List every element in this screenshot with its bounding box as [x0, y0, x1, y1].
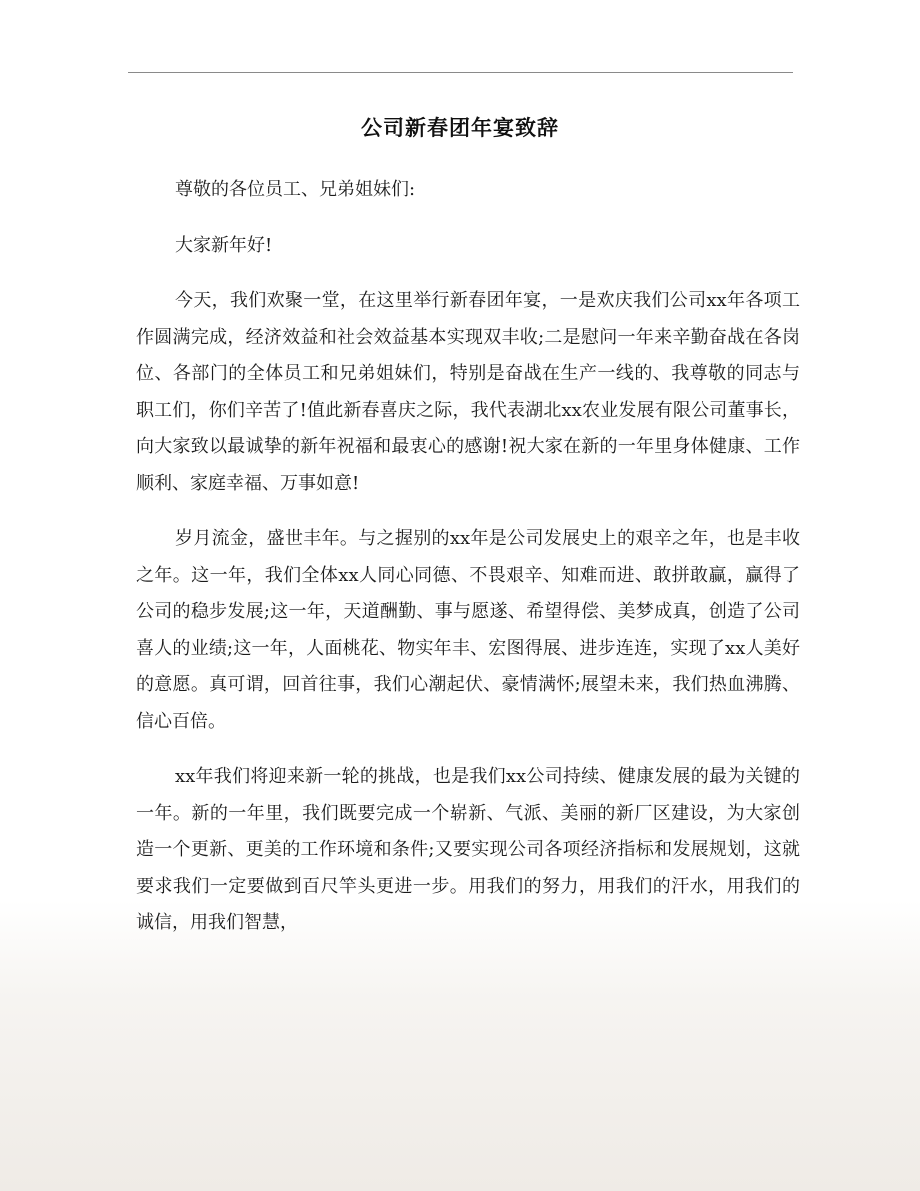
paragraph-1: 今天，我们欢聚一堂，在这里举行新春团年宴，一是欢庆我们公司xx年各项工作圆满完成，经济效益和社会效益基本实现双丰收;二是慰问一年来辛勤奋战在各岗位、各部门的全体员工和兄弟姐妹们，特别是奋战在生产一线的、我尊敬的同志与职工们，你们辛苦了!值此新春喜庆之际，我代表湖北xx农业发展有限公司董事长，向大家致以最诚挚的新年祝福和最衷心的感谢!祝大家在新的一年里身体健康、工作顺利、家庭幸福、万事如意! — [136, 290, 800, 494]
header-rule — [128, 72, 793, 73]
document-title: 公司新春团年宴致辞 — [361, 115, 559, 140]
greeting: 大家新年好! — [175, 234, 273, 256]
document-body — [136, 172, 800, 961]
paragraph-2: 岁月流金，盛世丰年。与之握别的xx年是公司发展史上的艰辛之年，也是丰收之年。这一年，我们全体xx人同心同德、不畏艰辛、知难而进、敢拼敢赢，赢得了公司的稳步发展;这一年，天道酬勤、事与愿遂、希望得偿、美梦成真，创造了公司喜人的业绩;这一年，人面桃花、物实年丰、宏图得展、进步连连，实现了xx人美好的意愿。真可谓，回首往事，我们心潮起伏、豪情满怀;展望未来，我们热血沸腾、信心百倍。 — [136, 528, 800, 732]
salutation: 尊敬的各位员工、兄弟姐妹们: — [175, 179, 416, 200]
paragraph-3: xx年我们将迎来新一轮的挑战，也是我们xx公司持续、健康发展的最为关键的一年。新的一年里，我们既要完成一个崭新、气派、美丽的新厂区建设，为大家创造一个更新、更美的工作环境和条件;又要实现公司各项经济指标和发展规划，这就要求我们一定要做到百尺竿头更进一步。用我们的努力，用我们的汗水，用我们的诚信，用我们智慧， — [136, 766, 800, 933]
